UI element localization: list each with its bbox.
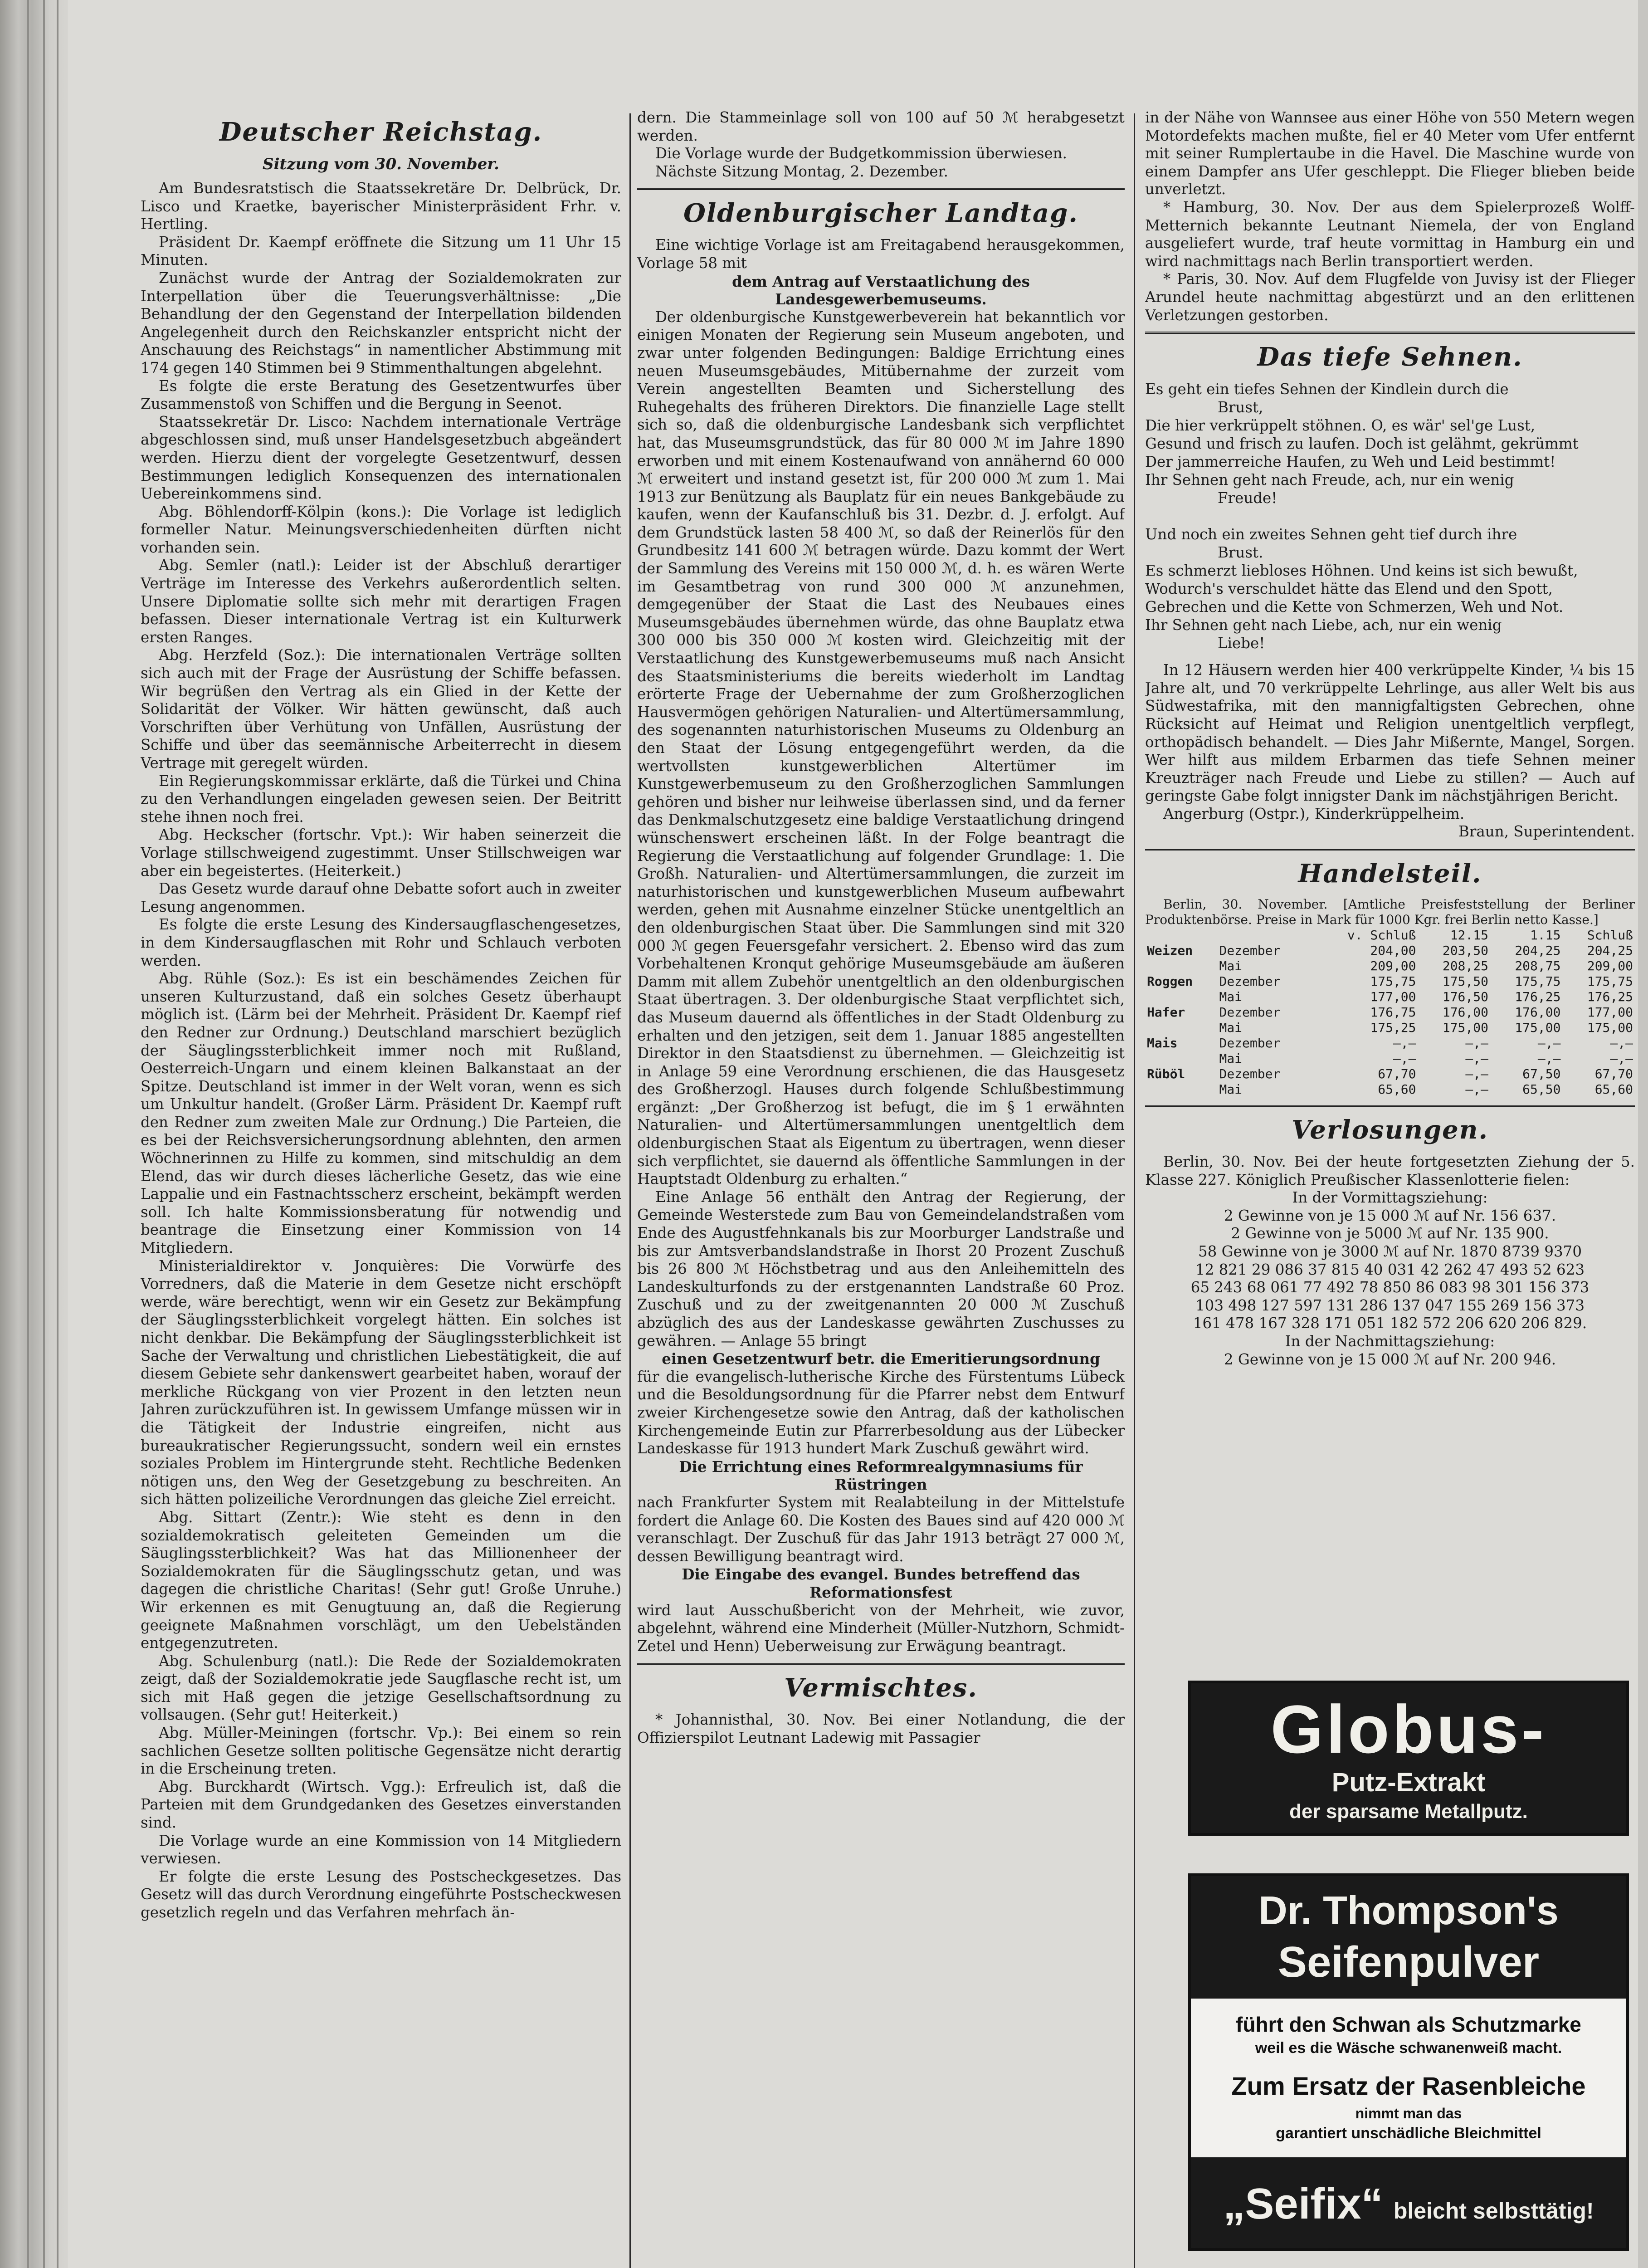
table-cell: 177,00 [1370,989,1416,1005]
paragraph: Es folgte die erste Beratung des Gesetzentwurfes über Zusammenstoß von Schiffen und die Bergung in Seenot. [141,377,621,413]
lottery-results [1145,1207,1635,1333]
table-cell: 209,00 [1370,958,1416,974]
lottery-intro: Berlin, 30. Nov. Bei der heute fortgesetzten Ziehung der 5. Klasse 227. Königlich Preußischer Klassenlotterie fielen: [1145,1153,1635,1188]
paragraph: Zunächst wurde der Antrag der Sozialdemokraten zur Interpellation über die Teuerungsverhältnisse: „Die Behandlung der den Gegenstand der Interpellation bildenden Angelegenheit durch den Reichskanzler entspricht nicht der Anschauung des Reichstags“ in namentlicher Abstimmung mit 174 gegen 140 Stimmen bei 9 Stimmenthaltungen abgelehnt. [141,269,621,376]
column-header: 12.15 [1450,928,1488,943]
table-cell: 67,70 [1378,1066,1416,1082]
column-header [1145,928,1217,943]
paragraph: Die Vorlage wurde an eine Kommission von 14 Mitgliedern verwiesen. [141,1832,621,1867]
continued-text [1145,109,1635,324]
article-body [637,308,1125,1350]
table-cell: 175,00 [1442,1020,1488,1036]
table-cell: 67,70 [1594,1066,1633,1082]
lottery-line: 2 Gewinne von je 5000 ℳ auf Nr. 135 900. [1231,1225,1549,1242]
trademark-subline: weil es die Wäsche schwanenweiß macht. [1255,2039,1562,2057]
paragraph: Abg. Semler (natl.): Leider ist der Abschluß derartiger Verträge im Interesse des Verkehrs außerordentlich selten. Unsere Diplomatie sollte sich mehr mit derartigen Fragen befassen. Dieser internationale Vertrag ist ein Kulturwerk ersten Ranges. [141,557,621,646]
column-header: 1.15 [1530,928,1561,943]
poem-line: Liebe! [1218,635,1265,652]
poem-line: Gesund und frisch zu laufen. Doch ist gelähmt, gekrümmt [1145,435,1579,453]
section-divider [637,1663,1125,1665]
poem-line: Der jammerreiche Haufen, zu Weh und Leid bestimmt! [1145,453,1556,471]
column-header: Schluß [1587,928,1633,943]
table-cell: Mai [1219,989,1243,1005]
paragraph: Abg. Böhlendorff-Kölpin (kons.): Die Vorlage ist lediglich formeller Natur. Meinungsverschiedenheiten dürften nicht vorhanden sein. [141,503,621,556]
paragraph: * Johannisthal, 30. Nov. Bei einer Notlandung, die der Offizierspilot Leutnant Ladewig mit Passagier [637,1711,1125,1746]
poem-line: Freude! [1218,489,1277,507]
table-cell: 175,75 [1515,974,1561,989]
table-cell: 65,50 [1522,1082,1561,1097]
section-divider [1145,849,1635,850]
paragraph: Abg. Rühle (Soz.): Es ist ein beschämendes Zeichen für unseren Kulturzustand, daß ein solches Gesetz überhaupt möglich ist. (Lärm bei der Mehrheit. Präsident Dr. Kaempf rief den Redner zur Ordnung.) Deutschland marschiert bezüglich der Säuglingssterblichkeit immer noch mit Rußland, Oesterreich-Ungarn und einem kleinen Balkanstaat an der Spitze. Deutschland ist immer in der Welt voran, wenn es sich um Unkultur handelt. (Großer Lärm. Präsident Dr. Kaempf ruft den Redner zum zweiten Male zur Ordnung.) Die Parteien, die es bei der Reichsversicherungsordnung ablehnten, den armen Wöchnerinnen zu Hilfe zu kommen, sind mitschuldig an dem Elend, das wir durch dieses lächerliche Gesetz, das wie eine Lappalie und ein Fastnachtsscherz erscheint, bekämpft werden soll. Ich halte Kommissionsberatung für notwendig und beantrage die Einsetzung einer Kommission von 14 Mitgliedern. [141,970,621,1257]
table-row [1145,974,1635,989]
table-cell: Mai [1219,958,1243,974]
paragraph: Staatssekretär Dr. Lisco: Nachdem internationale Verträge abgeschlossen sind, muß unser Handelsgesetzbuch abgeändert werden. Hierzu dient der vorgelegte Gesetzentwurf, dessen Bestimmungen lediglich Konsequenzen des internationalen Uebereinkommens sind. [141,413,621,503]
lottery-line: 103 498 127 597 131 286 137 047 155 269 156 373 [1195,1296,1585,1314]
nimmt-line: nimmt man das [1355,2105,1462,2121]
table-cell: —,— [1465,1082,1488,1097]
paragraph: Der oldenburgische Kunstgewerbeverein hat bekanntlich vor einigen Monaten der Regierung sein Museum angeboten, und zwar unter folgenden Bedingungen: Baldige Errichtung eines neuen Museumsgebäudes, Mitübernahme der zurzeit vom Verein angestellten Beamten und Sicherstellung des Ruhegehalts des früheren Direktors. Die finanzielle Lage stellt sich so, daß die oldenburgische Landesbank sich verpflichtet hat, das Museumsgrundstück, das für 80 000 ℳ im Jahre 1890 erworben und mit einem Kostenaufwand von annähernd 60 000 ℳ erweitert und instand gesetzt ist, für 200 000 ℳ zum 1. Mai 1913 zur Benützung als Bauplatz für ein neues Bankgebäude zu kaufen, wenn der Kaufanschluß bis 31. Dezbr. d. J. erfolgt. Auf dem Grundstück lasten 58 400 ℳ, so daß der Reinerlös für den Grundbesitz 141 600 ℳ betragen würde. Dazu kommt der Wert der Sammlung des Vereins mit 150 000 ℳ, d. h. es wären Werte im Gesamtbetrag von rund 300 000 ℳ anzunehmen, demgegenüber der Staat die Last des Neubaues eines Museumsgebäudes übernehmen würde, das ohne Bauplatz etwa 300 000 bis 350 000 ℳ kosten wird. Gleichzeitig mit der Verstaatlichung des Kunstgewerbemuseums muß nach Ansicht des Staatsministeriums die bereits wiederholt im Landtag erörterte Frage der Uebernahme der zum Großherzoglichen Hausvermögen gehörigen Naturalien- und Altertümersammlung, des sogenannten naturhistorischen Museums zu Oldenburg an den Staat der Lösung entgegengeführt werden, da die wertvollsten kunstgewerblichen Altertümer im Kunstgewerbemuseum zu den Großherzoglichen Sammlungen gehören und bisher nur leihweise überlassen sind, und da ferner das Denkmalschutzgesetz eine baldige Verstaatlichung dringend wünschenswert erscheinen läßt. In der Folge beantragt die Regierung die Verstaatlichung auf folgender Grundlage: 1. Die Großh. Naturalien- und Altertümersammlungen, die zurzeit im naturhistorischen und kunstgewerblichen Museum aufbewahrt werden, gehen mit Ausnahme einzelner Stücke unentgeltlich an den oldenburgischen Staat über. Die Sammlungen sind mit 320 000 ℳ gegen Feuersgefahr versichert. 2. Ebenso wird das zum Vorbehaltenen Kronqut gehörige Museumsgebäude am äußeren Damm mit allem Zubehör unentgeltlich an den oldenburgischen Staat übertragen. 3. Der oldenburgische Staat verpflichtet sich, das Museum dauernd als öffentliches in der Stadt Oldenburg zu erhalten und den jetzigen, seit dem 1. Januar 1885 angestellten Direktor in den Staatsdienst zu übernehmen. — Gleichzeitig ist in Anlage 59 eine Verordnung erschienen, die das Hausgesetz des Großherzogl. Hauses durch folgende Schlußbestimmung ergänzt: „Der Großherzog ist befugt, die im § 1 erwähnten Naturalien- und Altertümersammlungen unentgeltlich dem oldenburgischen Staat als Eigentum zu übertragen, wenn dieser sich verpflichtet, sie dauernd als öffentliche Sammlungen in der Hauptstadt Oldenburg zu erhalten.“ [637,308,1125,1188]
table-cell: Mai [1219,1051,1243,1066]
paragraph: nach Frankfurter System mit Realabteilung in der Mittelstufe fordert die Anlage 60. Die Kosten des Baues sind auf 420 000 ℳ veranschlagt. Der Zuschuß für das Jahr 1913 beträgt 27 000 ℳ, dessen Bewilligung beantragt wird. [637,1493,1125,1565]
column-header [1217,928,1312,943]
poem-line [1145,507,1635,525]
table-cell: Mai [1219,1082,1243,1097]
section-divider [637,188,1125,190]
column-landtag [637,109,1125,2268]
table-cell: 175,75 [1370,974,1416,989]
lottery-line: 12 821 29 086 37 815 40 031 42 262 47 493 52 623 [1195,1261,1585,1278]
spine-edge [27,0,29,2268]
poem-line: Die hier verkrüppelt stöhnen. O, es wär' sel'ge Lust, [1145,417,1536,435]
table-cell: 176,00 [1442,1005,1488,1020]
table-row [1145,1082,1635,1097]
table-row [1145,1051,1635,1066]
table-row [1145,1066,1635,1082]
bold-subhead: einen Gesetzentwurf betr. die Emeritierungsordnung [662,1350,1100,1368]
paragraph: Das Gesetz wurde darauf ohne Debatte sofort auch in zweiter Lesung angenommen. [141,880,621,915]
paragraph: Präsident Dr. Kaempf eröffnete die Sitzung um 11 Uhr 15 Minuten. [141,233,621,269]
globus-advertisement [1188,1681,1629,1836]
bold-subhead: dem Antrag auf Verstaatlichung des Landesgewerbemuseums. [732,272,1030,308]
continued-text [637,109,1125,181]
section-divider [1145,1105,1635,1107]
lottery-result: 2 Gewinne von je 15 000 ℳ auf Nr. 200 946. [1224,1350,1556,1368]
poem-line: Ihr Sehnen geht nach Liebe, ach, nur ein wenig [1145,616,1502,634]
table-cell: 209,00 [1587,958,1633,974]
table-cell: —,— [1465,1066,1488,1082]
poem-line: Und noch ein zweites Sehnen geht tief durch ihre [1145,526,1517,543]
table-cell: Dezember [1219,974,1281,989]
poem-line: Gebrechen und die Kette von Schmerzen, Weh und Not. [1145,598,1564,616]
paragraph: Es folgte die erste Lesung des Kindersaugflaschengesetzes, in dem Kindersaugflaschen mit Rohr und Schlauch verboten werden. [141,916,621,969]
table-cell: Dezember [1219,1005,1281,1020]
thompson-brand: Dr. Thompson's [1258,1888,1559,1933]
paragraph: Abg. Sittart (Zentr.): Wie steht es denn in den sozialdemokratisch geleiteten Gemeinden um die Säuglingssterblichkeit? Was hat das Millionenheer der Sozialdemokraten für die Säuglingsschutz getan, und was dagegen die christliche Charitas! (Sehr gut! Große Unruhe.) Wir erkennen es mit Genugtuung an, daß die Regierung geeignete Maßnahmen vorschlägt, um den Uebelständen entgegenzutreten. [141,1508,621,1652]
paragraph: in der Nähe von Wannsee aus einer Höhe von 550 Metern wegen Motordefekts machen mußte, fiel er 40 Meter vom Ufer entfernt mit seiner Rumplertaube in die Havel. Die Maschine wurde von einem Dampfer ans Ufer geschleppt. Die Flieger blieben beide unverletzt. [1145,109,1635,198]
lottery-line: 65 243 68 061 77 492 78 850 86 083 98 301 156 373 [1190,1279,1589,1296]
table-cell: 176,75 [1370,1005,1416,1020]
poem-line: Es schmerzt liebloses Höhnen. Und keins ist sich bewußt, [1145,562,1578,580]
table-row [1145,943,1635,958]
trademark-line: führt den Schwan als Schutzmarke [1236,2013,1581,2036]
article-body [141,180,621,1922]
table-cell: Weizen [1147,943,1193,958]
paragraph: Abg. Heckscher (fortschr. Vpt.): Wir haben seinerzeit die Vorlage stillschweigend zugestimmt. Unser Stillschweigen war aber ein begeistertes. (Heiterkeit.) [141,826,621,880]
table-cell: 65,60 [1594,1082,1633,1097]
poem [1145,380,1635,652]
table-cell [1145,1020,1217,1036]
market-price-table [1145,928,1635,1097]
table-cell: Hafer [1147,1005,1185,1020]
poem-line: Wodurch's verschuldet hätte das Elend und den Spott, [1145,580,1553,598]
table-cell: 175,00 [1515,1020,1561,1036]
table-cell: 175,75 [1587,974,1633,989]
table-cell: 203,50 [1442,943,1488,958]
globus-product: Putz-Extrakt [1331,1768,1486,1797]
section-heading: Handelsteil. [1298,859,1482,889]
next-page-edge [1638,0,1648,2268]
paragraph: Abg. Herzfeld (Soz.): Die internationalen Verträge sollten sich auch mit der Frage der Ausrüstung der Schiffe befassen. Wir begrüßen den Vertrag als ein Glied in der Kette der Solidarität der Völker. Wir hätten gewünscht, daß auch Vorschriften über Verhütung von Unfällen, Ausrüstung der Schiffe und über das seemännische Arbeiterrecht in diesem Vertrage mit geregelt würden. [141,646,621,772]
appeal-text: In 12 Häusern werden hier 400 verkrüppelte Kinder, ¼ bis 15 Jahre alt, und 70 verkrüppelte Lehrlinge, aus aller Welt bis aus Südwestafrika, mit den mannigfaltigsten Gebrechen, ohne Rücksicht auf Heimat und Religion unentgeltlich verpflegt, orthopädisch behandelt. — Dies Jahr Mißernte, Mangel, Sorgen. Wer hilft aus mildem Erbarmen das tiefe Sehnen meiner Kreuzträger nach Freude und Liebe zu stillen? — Auch auf geringste Gabe folgt innigster Dank im nächstjährigen Bericht. [1145,661,1635,805]
table-cell [1145,1082,1217,1097]
globus-brand: Globus- [1270,1691,1547,1767]
article-heading: Vermischtes. [784,1673,978,1703]
table-cell: —,— [1393,1051,1416,1066]
table-cell [1145,989,1217,1005]
paragraph: wird laut Ausschußbericht von der Mehrheit, wie zuvor, abgelehnt, während eine Minderheit (Müller-Nutzhorn, Schmidt-Zetel und Henn) Ueberweisung zur Erwägung beantragt. [637,1601,1125,1655]
table-header-row [1145,928,1635,943]
table-cell: 204,25 [1515,943,1561,958]
ersatz-line: Zum Ersatz der Rasenbleiche [1231,2072,1586,2100]
table-cell [1145,958,1217,974]
column-reichstag [141,109,621,2268]
column-rule [629,113,631,2268]
table-cell: Dezember [1219,1036,1281,1051]
paragraph: Er folgte die erste Lesung des Postscheckgesetzes. Das Gesetz will das durch Verordnung eingeführte Postscheckwesen gesetzlich regeln und das Verfahren mehrfach än- [141,1867,621,1921]
table-cell: —,— [1537,1036,1561,1051]
table-row [1145,1036,1635,1051]
paragraph: Nächste Sitzung Montag, 2. Dezember. [655,162,948,180]
table-cell: 176,25 [1587,989,1633,1005]
paragraph: Eine wichtige Vorlage ist am Freitagabend herausgekommen, Vorlage 58 mit [637,236,1125,272]
lottery-line: 161 478 167 328 171 051 182 572 206 620 206 829. [1193,1315,1587,1332]
paragraph: Am Bundesratstisch die Staatssekretäre Dr. Delbrück, Dr. Lisco und Kraetke, bayerischer Ministerpräsident Frhr. v. Hertling. [141,180,621,233]
lottery-subhead: In der Nachmittagsziehung: [1285,1333,1495,1350]
table-cell: —,— [1465,1036,1488,1051]
poem-line: Es geht ein tiefes Sehnen der Kindlein durch die [1145,381,1509,398]
poem-line: Brust, [1218,399,1263,416]
paragraph: dern. Die Stammeinlage soll von 100 auf 50 ℳ herabgesetzt werden. [637,109,1125,144]
seifix-name: „Seifix“ [1223,2180,1383,2228]
lottery-line: 2 Gewinne von je 15 000 ℳ auf Nr. 156 637. [1224,1207,1556,1224]
article-heading: Deutscher Reichstag. [219,117,543,147]
table-cell: Mai [1219,1020,1243,1036]
table-cell: 175,25 [1370,1020,1416,1036]
column-header: v. Schluß [1347,928,1416,943]
paragraph: Eine Anlage 56 enthält den Antrag der Regierung, der Gemeinde Westerstede zum Bau von Gemeindelandstraßen vom Ende des Augustfehnkanals bis zur Moorburger Landstraße und bis zur Amtsverbandslandstraße in Ihorst 20 Prozent Zuschuß bis 26 800 ℳ Höchstbetrag und aus den Anleihemitteln des Landeskulturfonds zu der erstgenannten Landstraße 60 Proz. Zuschuß und zu der zweitgenannten 20 000 ℳ Zuschuß abzüglich des aus der Landeskasse gewährten Zuschusses zu gewähren. — Anlage 55 bringt [637,1188,1125,1349]
table-cell: 67,50 [1522,1066,1561,1082]
poem-heading: Das tiefe Sehnen. [1257,342,1523,372]
section-divider [1145,332,1635,334]
article-heading: Oldenburgischer Landtag. [683,198,1078,229]
spine-edge [43,0,45,2268]
table-row [1145,1005,1635,1020]
table-cell: 175,00 [1587,1020,1633,1036]
thompson-advertisement [1188,1873,1629,2251]
table-cell: 176,25 [1515,989,1561,1005]
table-cell: —,— [1610,1051,1633,1066]
paragraph: Die Vorlage wurde der Budgetkommission überwiesen. [655,145,1068,162]
seifix-brand [1191,2179,1626,2229]
paragraph: Abg. Schulenburg (natl.): Die Rede der Sozialdemokraten zeigt, daß der Sozialdemokratie jede Saugflasche recht ist, um sich mit Haß gegen die jetzige Gesellschaftsordnung zu vollsaugen. (Sehr gut! Heiterkeit.) [141,1652,621,1724]
bold-subhead: Die Errichtung eines Reformrealgymnasiums für Rüstringen [679,1457,1083,1494]
table-cell: Rüböl [1147,1066,1185,1082]
signature: Angerburg (Ostpr.), Kinderkrüppelheim. [1163,805,1465,822]
article-subheading: Sitzung vom 30. November. [263,155,499,173]
paragraph: Abg. Müller-Meiningen (fortschr. Vp.): Bei einem so rein sachlichen Gesetze sollten politische Gegensätze nicht derartig in die Erscheinung treten. [141,1724,621,1778]
table-cell: 175,50 [1442,974,1488,989]
table-cell: Mais [1147,1036,1178,1051]
table-cell: 176,00 [1515,1005,1561,1020]
table-row [1145,989,1635,1005]
lottery-line: 58 Gewinne von je 3000 ℳ auf Nr. 1870 8739 9370 [1198,1243,1582,1261]
table-cell: —,— [1610,1036,1633,1051]
section-heading: Verlosungen. [1291,1115,1489,1145]
paragraph: Ein Regierungskommissar erklärte, daß die Türkei und China zu den Verhandlungen eingeladen gewesen seien. Der Beitritt stehe ihnen noch frei. [141,772,621,826]
table-cell: 176,50 [1442,989,1488,1005]
table-cell: 65,60 [1378,1082,1416,1097]
column-rule [1134,113,1135,2268]
paragraph: * Hamburg, 30. Nov. Der aus dem Spielerprozeß Wolff-Metternich bekannte Leutnant Niemela, der von England ausgeliefert wurde, traf heute vormittag in Hamburg ein und wird nachmittags nach Berlin transportiert werden. [1145,198,1635,270]
table-cell: 177,00 [1587,1005,1633,1020]
seifix-slogan: bleicht selbsttätig! [1393,2198,1594,2224]
table-cell: —,— [1465,1051,1488,1066]
thompson-product: Seifenpulver [1277,1938,1540,1986]
globus-banner [1191,1683,1626,1833]
table-row [1145,1020,1635,1036]
table-cell [1145,1051,1217,1066]
paragraph: Abg. Burckhardt (Wirtsch. Vgg.): Erfreulich ist, daß die Parteien mit dem Grundgedanken des Gesetzes einverstanden sind. [141,1778,621,1832]
seifix-banner [1191,2157,1626,2248]
table-cell: 208,25 [1442,958,1488,974]
table-cell: 208,75 [1515,958,1561,974]
table-cell: Dezember [1219,1066,1281,1082]
table-cell: —,— [1537,1051,1561,1066]
table-cell: Roggen [1147,974,1193,989]
poem-line: Ihr Sehnen geht nach Freude, ach, nur ein wenig [1145,471,1514,489]
table-row [1145,958,1635,974]
thompson-banner [1191,1876,1626,1999]
paragraph: * Paris, 30. Nov. Auf dem Flugfelde von Juvisy ist der Flieger Arundel heute nachmittag abgestürzt und an den erlittenen Verletzungen gestorben. [1145,270,1635,324]
market-intro: Berlin, 30. November. [Amtliche Preisfeststellung der Berliner Produktenbörse. Preise in Mark für 1000 Kgr. frei Berlin netto Kasse.] [1145,897,1635,928]
table-cell: 204,00 [1370,943,1416,958]
bold-subhead: Die Eingabe des evangel. Bundes betreffend das Reformationsfest [682,1565,1080,1601]
poem-line: Brust. [1218,544,1263,562]
garantiert-line: garantiert unschädliche Bleichmittel [1276,2125,1541,2142]
globus-slogan: der sparsame Metallputz. [1289,1800,1528,1823]
lottery-subhead: In der Vormittagsziehung: [1292,1189,1488,1207]
table-cell: 204,25 [1587,943,1633,958]
table-cell: Dezember [1219,943,1281,958]
paragraph: für die evangelisch-lutherische Kirche des Fürstentums Lübeck und die Besoldungsordnung für die Pfarrer nebst dem Entwurf zweier Kirchengesetze sowie den Antrag, daß der katholischen Kirchengemeinde Eutin zur Pfarrerbesoldung aus der Lübecker Landeskasse für 1913 hundert Mark Zuschuß gewährt wird. [637,1368,1125,1457]
signature: Braun, Superintendent. [1458,823,1635,841]
spine-edge [57,0,59,2268]
paragraph: Ministerialdirektor v. Jonquières: Die Vorwürfe des Vorredners, daß die Materie in dem Gesetze nicht erschöpft werde, wäre berechtigt, wenn wir ein Gesetz zur Bekämpfung der Säuglingssterblichkeit vorgelegt hätten. Ein solches ist nicht denkbar. Die Bekämpfung der Säuglingssterblichkeit ist Sache der Verwaltung und christlichen Liebestätigkeit, die auf diesem Gebiete sehr dankenswert gearbeitet haben, worauf der merkliche Rückgang von vier Prozent in den letzten neun Jahren zurückzuführen ist. In gewissem Umfange müssen wir in die Tätigkeit der Industrie eingreifen, nicht aus bureaukratischer Regierungssucht, sondern weil ein ernstes soziales Problem im Hintergrunde steht. Rechtliche Bedenken nötigen uns, den Weg der Gesetzgebung zu beschreiten. An sich hätten polizeiliche Verordnungen das gleiche Ziel erreicht. [141,1257,621,1508]
table-cell: —,— [1393,1036,1416,1051]
